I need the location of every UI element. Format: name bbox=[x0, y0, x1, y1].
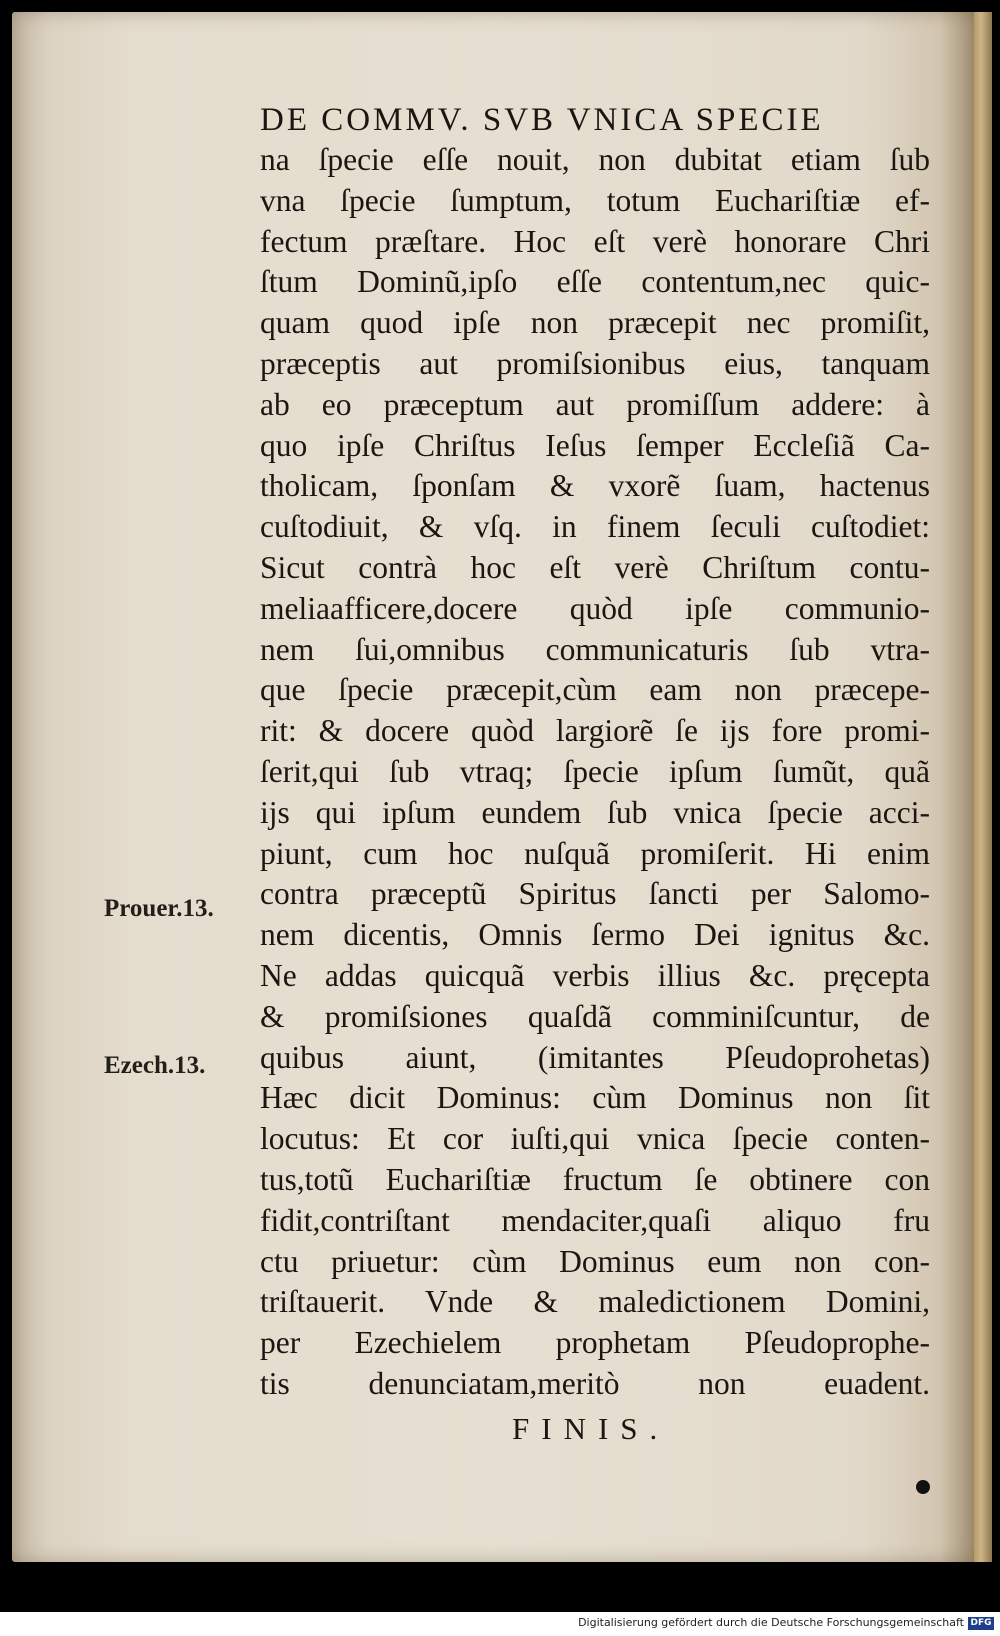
marginal-note-ezech: Ezech.13. bbox=[104, 1052, 206, 1079]
page-edge bbox=[974, 12, 992, 1562]
text-line: & promiſsiones quaſdã comminiſcuntur, de bbox=[260, 998, 930, 1034]
running-head: DE COMMV. SVB VNICA SPECIE bbox=[260, 102, 824, 138]
text-block bbox=[260, 100, 930, 1449]
body-text bbox=[260, 140, 930, 1405]
text-line: nem ſui,omnibus communicaturis ſub vtra- bbox=[260, 631, 930, 667]
marginal-note-prouer: Prouer.13. bbox=[104, 895, 214, 922]
text-line: que ſpecie præcepit,cùm eam non præcepe- bbox=[260, 672, 930, 708]
text-line: per Ezechielem prophetam Pſeudoprophe- bbox=[260, 1325, 930, 1361]
text-line: ab eo præceptum aut promiſſum addere: à bbox=[260, 386, 930, 422]
text-line: quam quod ipſe non præcepit nec promiſit, bbox=[260, 305, 930, 341]
text-line: quibus aiunt, (imitantes Pſeudoprohetas) bbox=[260, 1039, 930, 1075]
text-line: quo ipſe Chriſtus Ieſus ſemper Eccleſiã Ca- bbox=[260, 427, 930, 463]
text-line: nem dicentis, Omnis ſermo Dei ignitus &c. bbox=[260, 917, 930, 953]
text-line: contra præceptũ Spiritus ſancti per Salomo- bbox=[260, 876, 930, 912]
text-line: piunt, cum hoc nuſquã promiſerit. Hi enim bbox=[260, 835, 930, 871]
text-line: triſtauerit. Vnde & maledictionem Domini, bbox=[260, 1284, 930, 1320]
text-line: Hæc dicit Dominus: cùm Dominus non ſit bbox=[260, 1080, 930, 1116]
dfg-logo: DFG bbox=[968, 1617, 994, 1630]
text-line: ctu priuetur: cùm Dominus eum non con- bbox=[260, 1243, 930, 1279]
text-line: ſerit,qui ſub vtraq; ſpecie ipſum ſumũt, quã bbox=[260, 753, 930, 789]
text-line: na ſpecie eſſe nouit, non dubitat etiam ſub bbox=[260, 142, 930, 177]
credit-text: Digitalisierung gefördert durch die Deutsche Forschungsgemeinschaft bbox=[578, 1616, 964, 1629]
text-line: vna ſpecie ſumptum, totum Euchariſtiæ ef- bbox=[260, 182, 930, 218]
text-line: fidit,contriſtant mendaciter,quaſi aliquo fru bbox=[260, 1202, 930, 1238]
text-line: tholicam, ſponſam & vxorẽ ſuam, hactenus bbox=[260, 468, 930, 504]
text-line: fectum præſtare. Hoc eſt verè honorare Chri bbox=[260, 223, 930, 259]
text-line: rit: & docere quòd largiorẽ ſe ijs fore promi- bbox=[260, 713, 930, 749]
text-line: Sicut contrà hoc eſt verè Chriſtum contu- bbox=[260, 549, 930, 585]
text-line: cuſtodiuit, & vſq. in finem ſeculi cuſtodiet: bbox=[260, 509, 930, 545]
text-line: tus,totũ Euchariſtiæ fructum ſe obtinere con bbox=[260, 1161, 930, 1197]
text-line: præceptis aut promiſsionibus eius, tanquam bbox=[260, 345, 930, 381]
text-line: locutus: Et cor iuſti,qui vnica ſpecie conten- bbox=[260, 1121, 930, 1157]
finis: FINIS. bbox=[512, 1410, 670, 1446]
text-line: meliaafficere,docere quòd ipſe communio- bbox=[260, 590, 930, 626]
text-line: ſtum Dominũ,ipſo eſſe contentum,nec quic- bbox=[260, 264, 930, 300]
footer-strip bbox=[0, 1612, 1000, 1636]
text-line: tis denunciatam,meritò non euadent. bbox=[260, 1365, 930, 1401]
text-line: ijs qui ipſum eundem ſub vnica ſpecie acci- bbox=[260, 794, 930, 830]
text-line: Ne addas quicquã verbis illius &c. pręcepta bbox=[260, 957, 930, 993]
ink-dot bbox=[916, 1480, 930, 1494]
